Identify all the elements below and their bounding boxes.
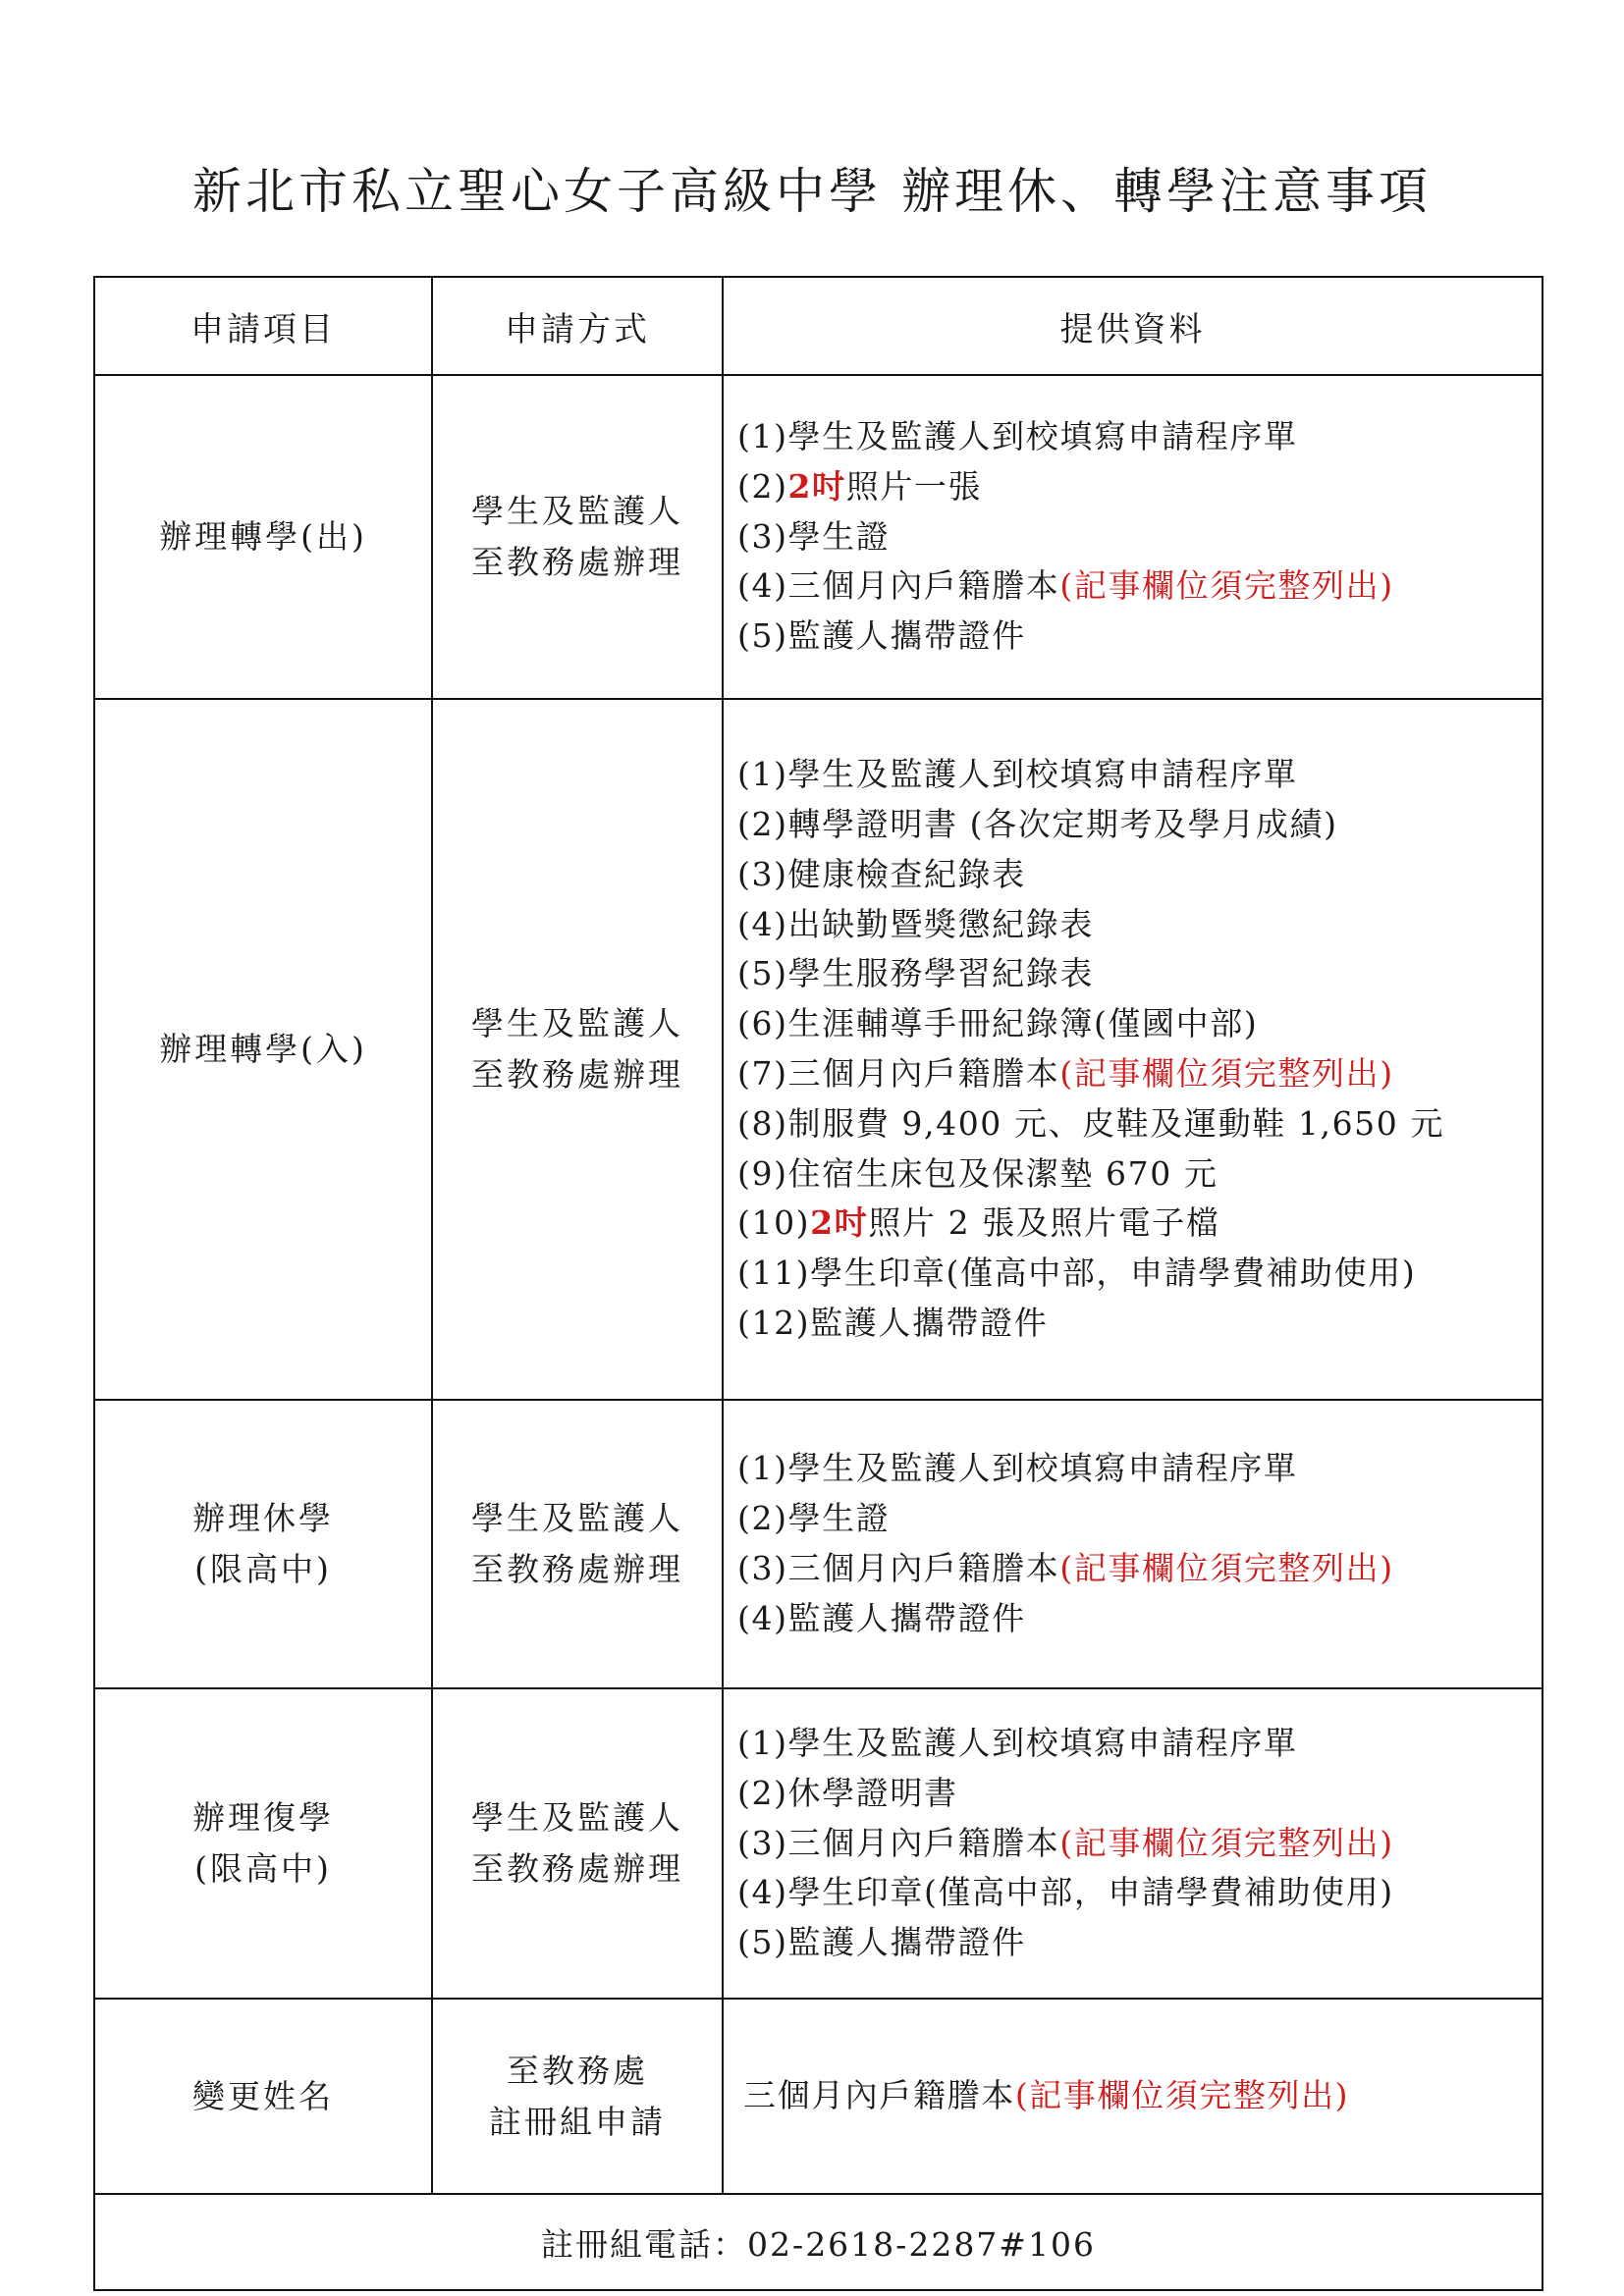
application-method-line: 至教務處辦理 (471, 543, 683, 581)
table-header-row (94, 277, 1543, 375)
document-item-text: 三個月內戶籍謄本 (743, 2076, 1015, 2115)
document-item (737, 1494, 1542, 1544)
application-item-line: 辦理復學 (192, 1798, 334, 1837)
document-item-text: (4)監護人攜帶證件 (737, 1598, 1026, 1637)
application-item-cell (94, 1999, 432, 2194)
page-title: 新北市私立聖心女子高級中學 辦理休、轉學注意事項 (192, 163, 1432, 220)
document-item-text: (2)休學證明書 (737, 1773, 958, 1812)
document-item (737, 612, 1542, 662)
required-documents-cell (723, 1400, 1543, 1688)
application-method-line: 學生及監護人 (471, 492, 683, 530)
document-item-text: (12)監護人攜帶證件 (737, 1303, 1049, 1342)
document-item (737, 1299, 1542, 1349)
document-item-text: (10) (737, 1203, 811, 1243)
document-item-text: (8)制服費 9,400 元、皮鞋及運動鞋 1,650 元 (737, 1103, 1445, 1143)
application-item-line: 辦理轉學(入) (159, 1030, 367, 1068)
document-item-text: (2)學生證 (737, 1499, 891, 1538)
photo-size-highlight: 2吋 (787, 466, 846, 506)
application-item-cell (94, 699, 432, 1400)
document-item-text: (1)學生及監護人到校填寫申請程序單 (737, 1449, 1298, 1488)
document-item-text: (5)監護人攜帶證件 (737, 1923, 1026, 1962)
document-item (737, 1249, 1542, 1299)
table-row (94, 1999, 1543, 2194)
table-row (94, 699, 1543, 1400)
document-item-text: (1)學生及監護人到校填寫申請程序單 (737, 1724, 1298, 1762)
document-item (737, 1868, 1542, 1918)
document-item (737, 850, 1542, 900)
document-item (737, 900, 1542, 950)
application-method-cell (432, 375, 723, 699)
document-item-text: (1)學生及監護人到校填寫申請程序單 (737, 755, 1298, 794)
requirements-table (93, 276, 1543, 2291)
document-item-text: (5)學生服務學習紀錄表 (737, 954, 1094, 993)
application-item-cell (94, 1400, 432, 1688)
document-item-text: (4)出缺勤暨獎懲紀錄表 (737, 904, 1094, 943)
application-method-line: 至教務處辦理 (471, 1055, 683, 1094)
document-item-text: (3)健康檢查紀錄表 (737, 854, 1026, 893)
document-item (737, 800, 1542, 850)
document-item (737, 512, 1542, 562)
document-item (737, 2071, 1542, 2121)
application-method-line: 至教務處辦理 (471, 1849, 683, 1888)
application-method-line: 學生及監護人 (471, 1499, 683, 1537)
document-item (737, 1819, 1542, 1869)
document-item (737, 412, 1542, 462)
document-item (737, 750, 1542, 800)
application-method-line: 至教務處 (507, 2051, 648, 2090)
document-item (737, 462, 1542, 512)
required-note: (記事欄位須完整列出) (1014, 2076, 1350, 2115)
document-item (737, 1719, 1542, 1769)
document-item (737, 1444, 1542, 1494)
document-item (737, 1199, 1542, 1249)
header-method: 申請方式 (432, 277, 723, 375)
document-item-text: 照片 2 張及照片電子檔 (868, 1203, 1220, 1243)
document-item-text: (3)三個月內戶籍謄本 (737, 1549, 1060, 1587)
application-method-line: 註冊組申請 (489, 2102, 666, 2141)
document-item (737, 949, 1542, 999)
header-docs: 提供資料 (723, 277, 1543, 375)
document-item-text: (7)三個月內戶籍謄本 (737, 1054, 1060, 1093)
application-method-line: 至教務處辦理 (471, 1550, 683, 1588)
application-item-cell (94, 1688, 432, 1999)
application-method-cell (432, 1688, 723, 1999)
document-item (737, 1594, 1542, 1644)
document-item (737, 1769, 1542, 1819)
application-method-cell (432, 699, 723, 1400)
application-method-cell (432, 1999, 723, 2194)
footer-row (94, 2194, 1543, 2290)
application-method-cell (432, 1400, 723, 1688)
table-row (94, 1400, 1543, 1688)
document-item-text: (4)學生印章(僅高中部，申請學費補助使用) (737, 1873, 1394, 1912)
document-item (737, 1049, 1542, 1099)
required-documents-cell (723, 1688, 1543, 1999)
application-item-line: (限高中) (194, 1849, 332, 1888)
required-documents-cell (723, 699, 1543, 1400)
photo-size-highlight: 2吋 (810, 1203, 869, 1243)
document-item (737, 1099, 1542, 1149)
application-item-cell (94, 375, 432, 699)
document-item-text: 照片一張 (845, 466, 983, 506)
table-row (94, 1688, 1543, 1999)
document-item-text: (1)學生及監護人到校填寫申請程序單 (737, 417, 1298, 455)
document-item (737, 1918, 1542, 1968)
document-item-text: (4)三個月內戶籍謄本 (737, 566, 1060, 606)
table-row (94, 375, 1543, 699)
application-item-line: 辦理休學 (192, 1499, 334, 1537)
document-item-text: (3)三個月內戶籍謄本 (737, 1823, 1060, 1862)
required-note: (記事欄位須完整列出) (1059, 566, 1394, 606)
document-item (737, 999, 1542, 1049)
document-item (737, 1149, 1542, 1200)
registration-phone: 註冊組電話：02-2618-2287#106 (94, 2194, 1543, 2290)
application-item-line: (限高中) (194, 1550, 332, 1588)
document-item (737, 1544, 1542, 1594)
document-item-text: (9)住宿生床包及保潔墊 670 元 (737, 1153, 1218, 1193)
application-method-line: 學生及監護人 (471, 1004, 683, 1042)
application-item-line: 變更姓名 (192, 2076, 334, 2115)
document-item (737, 561, 1542, 612)
header-item: 申請項目 (94, 277, 432, 375)
document-item-text: (2)轉學證明書 (各次定期考及學月成績) (737, 805, 1338, 844)
required-note: (記事欄位須完整列出) (1059, 1054, 1394, 1093)
required-documents-cell (723, 1999, 1543, 2194)
document-item-text: (6)生涯輔導手冊紀錄簿(僅國中部) (737, 1004, 1259, 1043)
required-note: (記事欄位須完整列出) (1059, 1549, 1394, 1587)
document-item-text: (2) (737, 466, 788, 506)
required-documents-cell (723, 375, 1543, 699)
document-item-text: (11)學生印章(僅高中部，申請學費補助使用) (737, 1254, 1417, 1293)
document-item-text: (3)學生證 (737, 516, 891, 556)
application-item-line: 辦理轉學(出) (159, 517, 367, 556)
document-item-text: (5)監護人攜帶證件 (737, 616, 1026, 656)
required-note: (記事欄位須完整列出) (1059, 1823, 1394, 1862)
application-method-line: 學生及監護人 (471, 1798, 683, 1837)
